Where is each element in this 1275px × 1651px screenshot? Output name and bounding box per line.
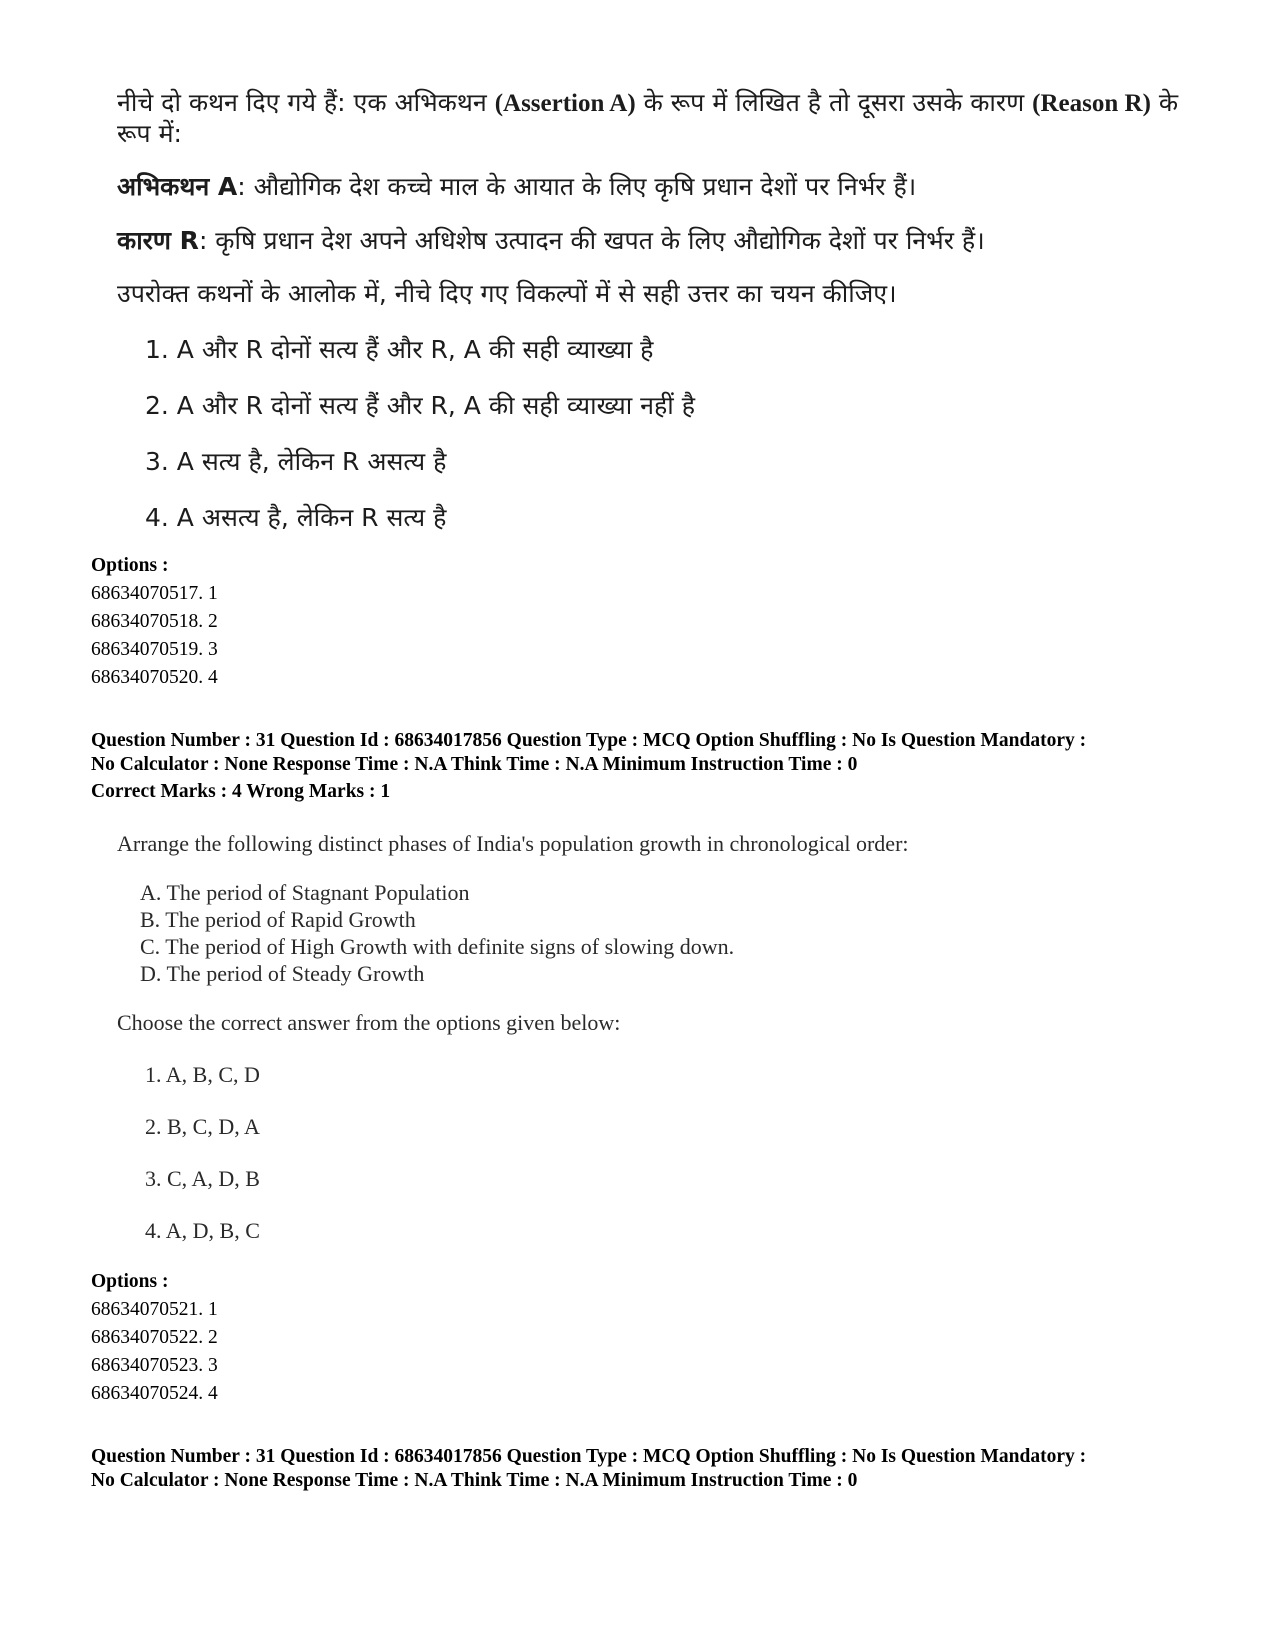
q30-intro-text-c: के (1150, 88, 1179, 117)
q30-choice-4: 4. A असत्य है, लेकिन R सत्य है (145, 503, 447, 532)
q31-repeat-meta-line2: No Calculator : None Response Time : N.A Think Time : N.A Minimum Instruction Time : 0 (91, 1470, 858, 1491)
q30-choice-2: 2. A और R दोनों सत्य हैं और R, A की सही व्याख्या नहीं है (145, 391, 695, 420)
q31-option-2: 68634070522. 2 (91, 1327, 218, 1348)
q31-option-4: 68634070524. 4 (91, 1383, 218, 1404)
q30-assertion-text: : औद्योगिक देश कच्चे माल के आयात के लिए कृषि प्रधान देशों पर निर्भर हैं। (237, 172, 917, 201)
q30-option-2: 68634070518. 2 (91, 611, 218, 632)
q31-option-3: 68634070523. 3 (91, 1355, 218, 1376)
q31-option-1: 68634070521. 1 (91, 1299, 218, 1320)
q30-assertion-label: अभिकथन A (117, 172, 238, 201)
q31-choice-1: 1. A, B, C, D (145, 1062, 260, 1087)
q31-repeat-meta-line1: Question Number : 31 Question Id : 68634017856 Question Type : MCQ Option Shuffling : No Is Question Mandatory : (91, 1446, 1087, 1467)
q31-choice-4: 4. A, D, B, C (145, 1218, 260, 1243)
q30-intro-assertion: (Assertion A) (494, 90, 636, 117)
q31-meta-line1: Question Number : 31 Question Id : 68634017856 Question Type : MCQ Option Shuffling : No Is Question Mandatory : (91, 730, 1087, 751)
q30-instruction: उपरोक्त कथनों के आलोक में, नीचे दिए गए विकल्पों में से सही उत्तर का चयन कीजिए। (117, 279, 897, 308)
q30-intro-reason: (Reason R) (1032, 90, 1151, 117)
q31-item-a: A. The period of Stagnant Population (140, 880, 470, 905)
q30-intro-text-a: नीचे दो कथन दिए गये हैं: एक अभिकथन (117, 88, 495, 117)
q30-assertion (117, 169, 916, 203)
q31-meta-line2: No Calculator : None Response Time : N.A Think Time : N.A Minimum Instruction Time : 0 (91, 754, 858, 775)
q30-option-1: 68634070517. 1 (91, 583, 218, 604)
q31-stem: Arrange the following distinct phases of India's population growth in chronological order: (117, 831, 909, 856)
q30-choice-3: 3. A सत्य है, लेकिन R असत्य है (145, 447, 447, 476)
q30-options-label: Options : (91, 555, 169, 576)
q31-choice-2: 2. B, C, D, A (145, 1114, 260, 1139)
q30-intro-line1 (117, 85, 1178, 119)
q30-intro-line2: रूप में: (117, 119, 182, 148)
q31-options-label: Options : (91, 1271, 169, 1292)
q30-reason (117, 223, 985, 257)
q30-reason-label: कारण R (117, 226, 199, 255)
q30-reason-text: : कृषि प्रधान देश अपने अधिशेष उत्पादन की खपत के लिए औद्योगिक देशों पर निर्भर हैं। (198, 226, 985, 255)
q31-choice-3: 3. C, A, D, B (145, 1166, 260, 1191)
q31-instruction: Choose the correct answer from the options given below: (117, 1010, 621, 1035)
q30-intro-text-b: के रूप में लिखित है तो दूसरा उसके कारण (635, 88, 1033, 117)
q30-option-3: 68634070519. 3 (91, 639, 218, 660)
q30-option-4: 68634070520. 4 (91, 667, 218, 688)
q30-choice-1: 1. A और R दोनों सत्य हैं और R, A की सही व्याख्या है (145, 335, 654, 364)
q31-marks: Correct Marks : 4 Wrong Marks : 1 (91, 781, 391, 802)
q31-item-d: D. The period of Steady Growth (140, 961, 425, 986)
q31-item-c: C. The period of High Growth with definite signs of slowing down. (140, 934, 735, 959)
q31-item-b: B. The period of Rapid Growth (140, 907, 416, 932)
